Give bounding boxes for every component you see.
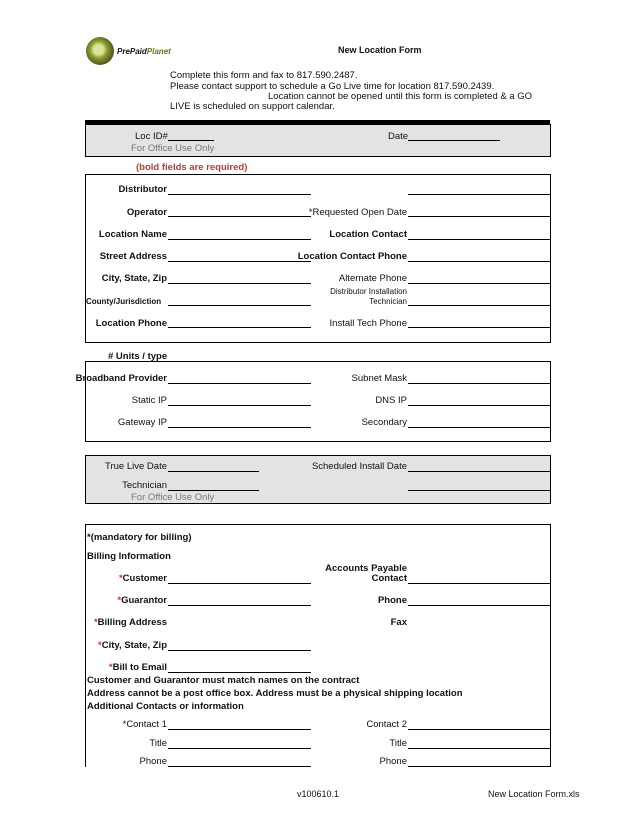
install-tech-phone-field[interactable] [408,327,550,328]
billing-address-label: *Billing Address [93,617,167,628]
location-contact-phone-clip [297,251,407,263]
location-name-field[interactable] [168,239,311,240]
distributor-label: Distributor [118,184,167,195]
loc-id-label: Loc ID# [135,131,168,142]
distributor-field[interactable] [168,194,311,195]
location-contact-phone-label: Location Contact Phone [297,251,407,262]
customer-label: *Customer [118,573,167,584]
county-field[interactable] [168,305,311,306]
title-left-label: Title [149,738,167,749]
title-right-label: Title [389,738,407,749]
phone-left-field[interactable] [168,766,311,767]
secondary-label: Secondary [361,417,407,428]
distributor-install-label-2: Technician [369,297,407,306]
static-ip-field[interactable] [168,405,311,406]
county-label: County/Jurisdiction [86,297,162,306]
scheduled-install-date-label: Scheduled Install Date [311,461,407,472]
contact-1-field[interactable] [168,729,311,730]
distributor-install-field[interactable] [408,305,550,306]
phone-field[interactable] [408,605,550,606]
technician-label: Technician [122,480,167,491]
distributor-install-label-1: Distributor Installation [330,287,407,296]
gateway-ip-label: Gateway IP [117,417,167,428]
city-state-zip-field[interactable] [168,283,311,284]
location-phone-field[interactable] [168,327,311,328]
billing-note-3: Additional Contacts or information [87,701,244,712]
install-office-only-note: For Office Use Only [131,492,215,503]
fax-label: Fax [390,617,407,628]
street-address-label: Street Address [99,251,167,262]
date-field[interactable] [408,140,500,141]
footer-filename: New Location Form.xls [488,789,580,799]
secondary-field[interactable] [408,427,550,428]
accounts-payable-field[interactable] [408,583,550,584]
location-contact-label: Location Contact [329,229,407,240]
scheduled-install-date-field[interactable] [408,471,550,472]
alternate-phone-field[interactable] [408,283,550,284]
true-live-date-label: True Live Date [105,461,167,472]
dns-ip-label: DNS IP [375,395,407,406]
logo-mark [86,37,114,65]
page-title: New Location Form [338,45,422,55]
subnet-mask-label: Subnet Mask [351,373,407,384]
location-contact-phone-field[interactable] [408,261,550,262]
units-type-label: # Units / type [108,351,168,362]
title-right-field[interactable] [408,748,550,749]
broadband-provider-field[interactable] [168,383,311,384]
accounts-payable-label-1: Accounts Payable [325,563,407,574]
guarantor-field[interactable] [168,605,311,606]
true-live-date-field[interactable] [168,471,259,472]
billing-information-heading: Billing Information [87,551,171,562]
phone-right-field[interactable] [408,766,550,767]
location-name-label: Location Name [98,229,167,240]
city-state-zip-label: City, State, Zip [101,273,167,284]
guarantor-label: *Guarantor [117,595,167,606]
logo-wordmark: PrePaidPlanet [117,47,171,56]
alternate-phone-label: Alternate Phone [338,273,407,284]
distributor-right-field[interactable] [408,194,550,195]
static-ip-label: Static IP [131,395,167,406]
required-note: (bold fields are required) [136,162,248,173]
title-left-field[interactable] [168,748,311,749]
broadband-provider-label: Broadband Provider [75,373,167,384]
technician-field[interactable] [168,490,259,491]
phone-right-label: Phone [379,756,407,767]
billing-note-2: Address cannot be a post office box. Address must be a physical shipping location [87,688,463,699]
contact-2-label: Contact 2 [366,719,407,730]
intro-line-3: Location cannot be opened until this form is completed & a GO [268,91,533,102]
contact-2-field[interactable] [408,729,550,730]
technician-right-field[interactable] [408,490,550,491]
contact-1-label: *Contact 1 [122,719,167,730]
requested-open-date-field[interactable] [408,216,550,217]
operator-field[interactable] [168,216,311,217]
billing-note-1: Customer and Guarantor must match names on the contract [87,675,360,686]
bill-to-email-field[interactable] [168,672,311,673]
loc-id-field[interactable] [168,140,214,141]
phone-left-label: Phone [139,756,167,767]
customer-field[interactable] [168,583,311,584]
operator-label: Operator [126,207,167,218]
subnet-mask-field[interactable] [408,383,550,384]
office-only-note: For Office Use Only [131,143,215,154]
intro-line-4: LIVE is scheduled on support calendar. [170,101,335,112]
dns-ip-field[interactable] [408,405,550,406]
intro-line-1: Complete this form and fax to 817.590.2487. [170,70,358,81]
date-label: Date [388,131,409,142]
requested-open-date-label: *Requested Open Date [308,207,407,218]
mandatory-note: *(mandatory for billing) [87,532,192,543]
phone-label: Phone [377,595,407,606]
bill-to-email-label: *Bill to Email [108,662,167,673]
gateway-ip-field[interactable] [168,427,311,428]
location-phone-label: Location Phone [95,318,167,329]
intro-line-2: Please contact support to schedule a Go Live time for location 817.590.2439. [170,81,495,92]
billing-city-state-zip-label: *City, State, Zip [98,640,167,651]
billing-city-state-zip-field[interactable] [168,650,311,651]
footer-version: v100610.1 [297,789,340,799]
install-tech-phone-label: Install Tech Phone [329,318,407,329]
accounts-payable-label-2: Contact [371,573,407,584]
street-address-field[interactable] [168,261,311,262]
location-contact-field[interactable] [408,239,550,240]
broadband-provider-clip [75,373,167,385]
